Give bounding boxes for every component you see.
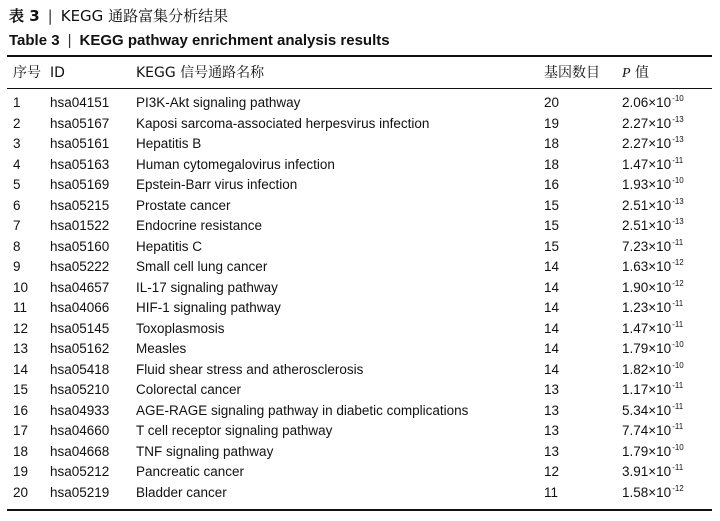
cell-count: 14: [544, 320, 560, 336]
cell-no: 9: [13, 259, 21, 274]
caption-chinese-title: KEGG 通路富集分析结果: [60, 7, 229, 25]
cell-name: Endocrine resistance: [136, 218, 263, 233]
cell-p-value: [622, 483, 684, 506]
cell-p-mantissa: 2.51×10: [622, 218, 672, 233]
cell-p-value: [622, 462, 683, 485]
caption-english: [9, 30, 390, 52]
cell-count: 18: [544, 156, 560, 172]
cell-name: PI3K-Akt signaling pathway: [136, 95, 301, 110]
cell-no: 2: [13, 115, 21, 131]
cell-p-mantissa: 1.47×10: [622, 156, 672, 172]
cell-no: 10: [13, 279, 29, 295]
cell-name: Epstein-Barr virus infection: [136, 177, 298, 192]
cell-name: Measles: [136, 341, 187, 356]
cell-count: 14: [544, 300, 560, 315]
cell-p-mantissa: 1.90×10: [622, 279, 672, 295]
header-p-label: 值: [635, 65, 650, 81]
cell-no: 7: [13, 218, 21, 233]
cell-no: 20: [13, 484, 29, 500]
cell-count: 14: [544, 341, 560, 356]
cell-id: hsa05161: [50, 136, 110, 151]
cell-p-value: [622, 134, 684, 157]
cell-p-exponent: -10: [672, 340, 684, 349]
cell-name: Pancreatic cancer: [136, 464, 245, 479]
cell-p-value: [622, 339, 684, 362]
cell-p-mantissa: 1.79×10: [622, 341, 672, 356]
cell-count: 13: [544, 402, 560, 418]
caption-chinese-label: 表 3: [9, 7, 40, 25]
cell-id: hsa05219: [50, 484, 110, 500]
cell-count: 14: [544, 259, 560, 274]
cell-count: 15: [544, 218, 560, 233]
cell-p-value: [622, 421, 683, 444]
cell-p-mantissa: 1.47×10: [622, 320, 672, 336]
header-p-value: [622, 60, 649, 87]
cell-p-value: [622, 155, 683, 178]
cell-no: 18: [13, 443, 29, 459]
cell-p-mantissa: 1.17×10: [622, 382, 672, 397]
cell-id: hsa05162: [50, 341, 110, 356]
cell-name: Human cytomegalovirus infection: [136, 156, 335, 172]
cell-p-exponent: -11: [672, 319, 684, 329]
cell-id: hsa01522: [50, 218, 110, 233]
caption-english-title: KEGG pathway enrichment analysis results: [79, 32, 390, 49]
cell-id: hsa04657: [50, 279, 110, 295]
table-row: [0, 339, 720, 360]
cell-p-mantissa: 2.27×10: [622, 115, 672, 131]
cell-p-value: [622, 216, 684, 239]
cell-no: 16: [13, 402, 29, 418]
cell-id: hsa04660: [50, 423, 110, 438]
cell-name: IL-17 signaling pathway: [136, 279, 278, 295]
caption-chinese: [9, 5, 228, 27]
cell-p-exponent: -13: [672, 114, 684, 124]
cell-name: Bladder cancer: [136, 484, 227, 500]
cell-id: hsa05418: [50, 361, 110, 377]
cell-name: TNF signaling pathway: [136, 443, 274, 459]
caption-separator: |: [67, 32, 72, 49]
cell-count: 13: [544, 443, 560, 459]
cell-count: 19: [544, 115, 560, 131]
cell-p-value: [622, 93, 684, 116]
cell-p-value: [622, 442, 684, 465]
cell-count: 13: [544, 423, 560, 438]
cell-id: hsa04066: [50, 300, 110, 315]
cell-id: hsa04668: [50, 443, 110, 459]
cell-p-exponent: -13: [672, 135, 684, 144]
cell-no: 14: [13, 361, 29, 377]
table-row: [0, 196, 720, 217]
table-row: [0, 483, 720, 504]
cell-p-mantissa: 1.58×10: [622, 484, 672, 500]
table-row: [0, 278, 720, 299]
table-row: [0, 257, 720, 278]
cell-id: hsa05222: [50, 259, 110, 274]
cell-p-value: [622, 257, 684, 280]
cell-id: hsa05163: [50, 156, 110, 172]
cell-count: 15: [544, 197, 560, 213]
cell-p-value: [622, 237, 683, 260]
header-name: KEGG 信号通路名称: [136, 65, 265, 81]
caption-separator: |: [47, 7, 53, 25]
cell-no: 3: [13, 136, 21, 151]
table-row: [0, 155, 720, 176]
cell-p-value: [622, 360, 684, 383]
cell-name: Kaposi sarcoma-associated herpesvirus infection: [136, 115, 430, 131]
cell-p-exponent: -11: [672, 463, 684, 472]
table-header-rule: [7, 88, 712, 89]
cell-id: hsa05145: [50, 320, 110, 336]
header-count: 基因数目: [544, 65, 600, 81]
cell-p-value: [622, 114, 684, 137]
table-row: [0, 114, 720, 135]
cell-p-mantissa: 2.51×10: [622, 197, 672, 213]
cell-count: 13: [544, 382, 560, 397]
table-row: [0, 421, 720, 442]
cell-p-mantissa: 1.79×10: [622, 443, 672, 459]
cell-p-exponent: -11: [672, 381, 684, 390]
table-row: [0, 237, 720, 258]
cell-name: T cell receptor signaling pathway: [136, 423, 333, 438]
cell-no: 6: [13, 197, 21, 213]
cell-id: hsa05169: [50, 177, 110, 192]
cell-no: 5: [13, 177, 21, 192]
cell-p-exponent: -12: [672, 278, 684, 288]
cell-count: 16: [544, 177, 560, 192]
cell-p-mantissa: 1.93×10: [622, 177, 672, 192]
table-row: [0, 319, 720, 340]
cell-no: 12: [13, 320, 29, 336]
table-bottom-rule: [7, 509, 712, 511]
table-row: [0, 380, 720, 401]
header-p-symbol: P: [622, 66, 631, 81]
cell-no: 19: [13, 464, 29, 479]
cell-count: 14: [544, 279, 560, 295]
cell-name: AGE-RAGE signaling pathway in diabetic complications: [136, 402, 469, 418]
table-row: [0, 462, 720, 483]
table-top-rule: [7, 55, 712, 57]
table-row: [0, 298, 720, 319]
cell-p-exponent: -11: [672, 155, 684, 165]
cell-p-value: [622, 401, 683, 424]
table-row: [0, 360, 720, 381]
cell-count: 20: [544, 95, 560, 110]
cell-p-value: [622, 380, 683, 403]
cell-p-value: [622, 196, 684, 219]
cell-no: 15: [13, 382, 29, 397]
caption-english-label: Table 3: [9, 32, 60, 49]
cell-p-exponent: -13: [672, 196, 684, 206]
cell-p-exponent: -11: [672, 237, 684, 247]
cell-count: 15: [544, 238, 560, 254]
cell-no: 1: [13, 95, 21, 110]
cell-no: 11: [13, 300, 28, 315]
cell-name: Small cell lung cancer: [136, 259, 268, 274]
cell-name: Toxoplasmosis: [136, 320, 225, 336]
table-row: [0, 134, 720, 155]
cell-count: 14: [544, 361, 560, 377]
table-row: [0, 175, 720, 196]
table-row: [0, 442, 720, 463]
cell-p-exponent: -12: [672, 483, 684, 493]
table-row: [0, 93, 720, 114]
table-row: [0, 401, 720, 422]
header-id: ID: [50, 65, 65, 81]
cell-count: 12: [544, 464, 560, 479]
cell-p-mantissa: 1.23×10: [622, 300, 672, 315]
table-row: [0, 216, 720, 237]
table-body: [0, 93, 720, 503]
cell-name: Prostate cancer: [136, 197, 231, 213]
cell-p-value: [622, 278, 684, 301]
cell-id: hsa04151: [50, 95, 110, 110]
cell-id: hsa05167: [50, 115, 110, 131]
cell-p-mantissa: 2.27×10: [622, 136, 672, 151]
cell-no: 4: [13, 156, 21, 172]
table-header: [0, 60, 720, 86]
cell-name: Fluid shear stress and atherosclerosis: [136, 361, 364, 377]
cell-count: 11: [544, 484, 559, 500]
cell-name: Colorectal cancer: [136, 382, 242, 397]
cell-p-exponent: -12: [672, 258, 684, 267]
cell-p-exponent: -10: [672, 176, 684, 185]
cell-count: 18: [544, 136, 560, 151]
cell-p-exponent: -11: [672, 401, 684, 411]
cell-p-value: [622, 298, 683, 321]
cell-p-value: [622, 319, 683, 342]
cell-no: 17: [13, 423, 29, 438]
cell-name: Hepatitis C: [136, 238, 203, 254]
cell-p-mantissa: 5.34×10: [622, 402, 672, 418]
cell-no: 8: [13, 238, 21, 254]
cell-id: hsa05212: [50, 464, 110, 479]
cell-p-mantissa: 2.06×10: [622, 95, 672, 110]
cell-p-mantissa: 3.91×10: [622, 464, 672, 479]
cell-no: 13: [13, 341, 29, 356]
header-no: 序号: [13, 65, 41, 81]
cell-p-exponent: -11: [672, 299, 684, 308]
cell-p-mantissa: 7.74×10: [622, 423, 672, 438]
cell-p-mantissa: 1.82×10: [622, 361, 672, 377]
cell-p-exponent: -10: [672, 94, 684, 103]
cell-id: hsa04933: [50, 402, 110, 418]
cell-p-mantissa: 1.63×10: [622, 259, 672, 274]
cell-p-exponent: -11: [672, 422, 684, 431]
cell-p-exponent: -13: [672, 217, 684, 226]
cell-id: hsa05215: [50, 197, 110, 213]
cell-p-exponent: -10: [672, 360, 684, 370]
cell-p-mantissa: 7.23×10: [622, 238, 672, 254]
cell-id: hsa05210: [50, 382, 110, 397]
cell-name: HIF-1 signaling pathway: [136, 300, 281, 315]
cell-name: Hepatitis B: [136, 136, 202, 151]
cell-id: hsa05160: [50, 238, 110, 254]
cell-p-exponent: -10: [672, 442, 684, 452]
cell-p-value: [622, 175, 684, 198]
